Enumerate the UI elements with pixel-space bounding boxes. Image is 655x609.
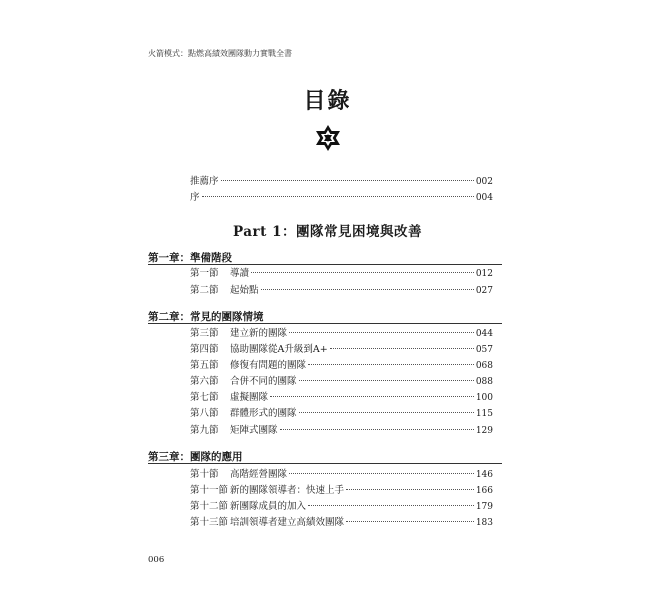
toc-entry[interactable] xyxy=(190,375,493,389)
entry-page: 004 xyxy=(475,193,493,203)
entry-label: 推薦序 xyxy=(190,176,219,187)
dot-leader xyxy=(289,332,474,333)
section-title: 建立新的團隊 xyxy=(230,328,288,339)
section-number: 第十二節 xyxy=(190,501,229,512)
dot-leader xyxy=(251,272,474,273)
section-number: 第一節 xyxy=(190,268,219,279)
entry-page: 100 xyxy=(475,393,493,403)
chapter-rule xyxy=(148,323,502,324)
chapter-rule xyxy=(148,264,502,265)
entry-page: 183 xyxy=(475,518,493,528)
section-number: 第四節 xyxy=(190,344,219,355)
section-number: 第六節 xyxy=(190,376,219,387)
toc-entry-front-2[interactable] xyxy=(190,191,493,205)
part-title: Part 1：團隊常見困境與改善 xyxy=(233,224,422,240)
dot-leader xyxy=(261,289,474,290)
section-number: 第七節 xyxy=(190,392,219,403)
dot-leader xyxy=(299,412,474,413)
entry-page: 129 xyxy=(475,426,493,436)
entry-page: 002 xyxy=(475,177,493,187)
entry-page: 088 xyxy=(475,377,493,387)
entry-page: 027 xyxy=(475,286,493,296)
toc-entry[interactable] xyxy=(190,484,493,498)
toc-entry[interactable] xyxy=(190,391,493,405)
entry-page: 115 xyxy=(475,409,493,419)
entry-label: 序 xyxy=(190,192,200,203)
dot-leader xyxy=(289,473,474,474)
dot-leader xyxy=(346,521,474,522)
chapter-title: 第二章：常見的團隊情境 xyxy=(148,311,264,323)
section-number: 第十一節 xyxy=(190,485,229,496)
entry-page: 166 xyxy=(475,486,493,496)
dot-leader xyxy=(221,180,474,181)
toc-entry[interactable] xyxy=(190,327,493,341)
toc-entry[interactable] xyxy=(190,267,493,281)
section-number: 第五節 xyxy=(190,360,219,371)
section-title: 新的團隊領導者：快速上手 xyxy=(230,485,345,496)
section-number: 第九節 xyxy=(190,425,219,436)
toc-entry[interactable] xyxy=(190,359,493,373)
section-title: 修復有問題的團隊 xyxy=(230,360,307,371)
dot-leader xyxy=(270,396,474,397)
dot-leader xyxy=(308,505,474,506)
section-title: 虛擬團隊 xyxy=(230,392,269,403)
entry-page: 068 xyxy=(475,361,493,371)
section-title: 合併不同的團隊 xyxy=(230,376,297,387)
entry-page: 012 xyxy=(475,269,493,279)
toc-entry[interactable] xyxy=(190,343,493,357)
toc-title: 目錄 xyxy=(303,89,352,114)
dot-leader xyxy=(202,196,474,197)
star-of-david-icon xyxy=(313,124,343,152)
dot-leader xyxy=(299,380,474,381)
section-title: 新團隊成員的加入 xyxy=(230,501,307,512)
entry-page: 146 xyxy=(475,470,493,480)
toc-entry[interactable] xyxy=(190,468,493,482)
toc-entry[interactable] xyxy=(190,516,493,530)
section-title: 群體形式的團隊 xyxy=(230,408,297,419)
chapter-title: 第一章：準備階段 xyxy=(148,252,232,264)
running-head: 火箭模式：點燃高績效團隊動力實戰全書 xyxy=(148,49,292,58)
section-number: 第十節 xyxy=(190,469,219,480)
section-number: 第三節 xyxy=(190,328,219,339)
toc-entry[interactable] xyxy=(190,407,493,421)
section-number: 第八節 xyxy=(190,408,219,419)
section-title: 培訓領導者建立高績效團隊 xyxy=(230,517,345,528)
section-title: 導讀 xyxy=(230,268,250,279)
entry-page: 179 xyxy=(475,502,493,512)
dot-leader xyxy=(346,489,474,490)
chapter-rule xyxy=(148,463,502,464)
toc-entry[interactable] xyxy=(190,284,493,298)
dot-leader xyxy=(280,429,474,430)
section-title: 矩陣式團隊 xyxy=(230,425,278,436)
section-number: 第二節 xyxy=(190,285,219,296)
toc-entry[interactable] xyxy=(190,424,493,438)
section-title: 高階經營團隊 xyxy=(230,469,288,480)
section-title: 起始點 xyxy=(230,285,259,296)
section-title: 協助團隊從A升級到A+ xyxy=(230,344,328,355)
toc-entry[interactable] xyxy=(190,500,493,514)
section-number: 第十三節 xyxy=(190,517,229,528)
entry-page: 057 xyxy=(475,345,493,355)
chapter-title: 第三章：團隊的應用 xyxy=(148,451,243,463)
page-number: 006 xyxy=(148,555,165,565)
entry-page: 044 xyxy=(475,329,493,339)
dot-leader xyxy=(330,348,474,349)
dot-leader xyxy=(308,364,474,365)
toc-entry-front-1[interactable] xyxy=(190,175,493,189)
